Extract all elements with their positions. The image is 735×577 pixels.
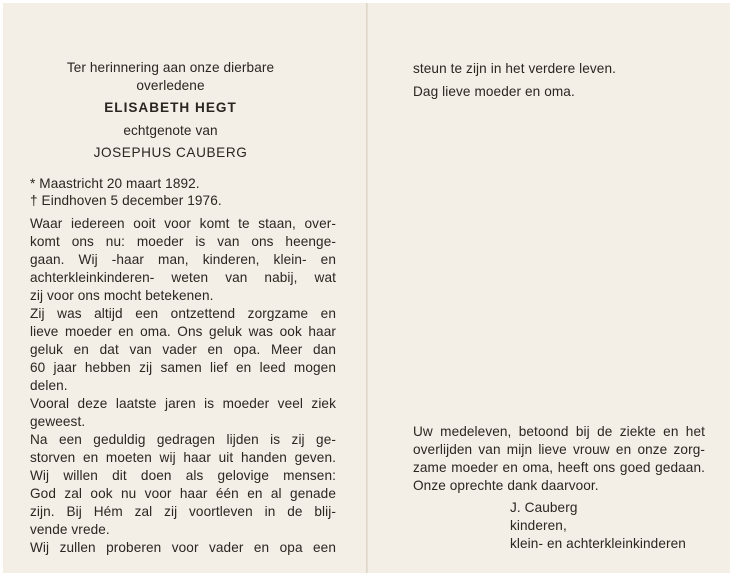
text-line: gaan. Wij -haar man, kinderen, klein- en xyxy=(30,252,336,267)
intro-line-1: Ter herinnering aan onze dierbare xyxy=(66,60,275,75)
right-panel xyxy=(368,3,730,573)
thanks-line: zame moeder en oma, heeft ons goed gedaan. xyxy=(413,460,705,475)
text-line: storven en moeten wij haar uit handen geven. xyxy=(30,450,336,465)
birth-line: * Maastricht 20 maart 1892. xyxy=(30,176,200,191)
text-line: Waar iedereen ooit voor komt te staan, over- xyxy=(30,216,336,231)
text-line: Zij was altijd een ontzettend zorgzame en xyxy=(30,306,336,321)
spouse-label: echtgenote van xyxy=(123,123,218,138)
thanks-line: Uw medeleven, betoond bij de ziekte en het xyxy=(413,424,705,439)
text-line: 60 jaar hebben zij samen lief en leed mogen xyxy=(30,360,336,375)
text-line: zij voor ons mocht betekenen. xyxy=(30,288,214,303)
memorial-card xyxy=(3,3,730,573)
text-line: Wij zullen proberen voor vader en opa een xyxy=(30,540,336,555)
text-line: Vooral deze laatste jaren is moeder veel ziek xyxy=(30,396,336,411)
thanks-line: Onze oprechte dank daarvoor. xyxy=(413,478,599,493)
text-line: Na een geduldig gedragen lijden is zij ge- xyxy=(30,432,336,447)
text-line: geweest. xyxy=(30,414,86,429)
text-line: delen. xyxy=(30,378,68,393)
text-line: vende vrede. xyxy=(30,522,110,537)
text-line: Wij willen dit doen als gelovige mensen: xyxy=(30,468,336,483)
text-line: God zal ook nu voor haar één en al genade xyxy=(30,486,336,501)
text-line: achterkleinkinderen- weten van nabij, wat xyxy=(30,270,336,285)
spouse-name: JOSEPHUS CAUBERG xyxy=(93,145,248,160)
death-line: † Eindhoven 5 december 1976. xyxy=(30,193,222,208)
text-line: lieve moeder en oma. Ons geluk was ook haar xyxy=(30,324,336,339)
left-panel xyxy=(3,3,366,573)
thanks-line: overlijden van mijn lieve vrouw en onze zorg- xyxy=(413,442,705,457)
signature-line: J. Cauberg xyxy=(510,500,578,515)
text-line: komt ons nu: moeder is van ons heenge- xyxy=(30,234,336,249)
text-line: geluk en dat van vader en opa. Meer dan xyxy=(30,342,336,357)
intro-line-2: overledene xyxy=(136,78,205,93)
deceased-name: ELISABETH HEGT xyxy=(104,100,237,115)
signature-line: klein- en achterkleinkinderen xyxy=(510,536,686,551)
closing-line: Dag lieve moeder en oma. xyxy=(413,84,575,99)
signature-line: kinderen, xyxy=(510,518,567,533)
text-line: zijn. Bij Hém zal zij voortleven in de blij- xyxy=(30,504,336,519)
closing-line: steun te zijn in het verdere leven. xyxy=(413,61,616,76)
